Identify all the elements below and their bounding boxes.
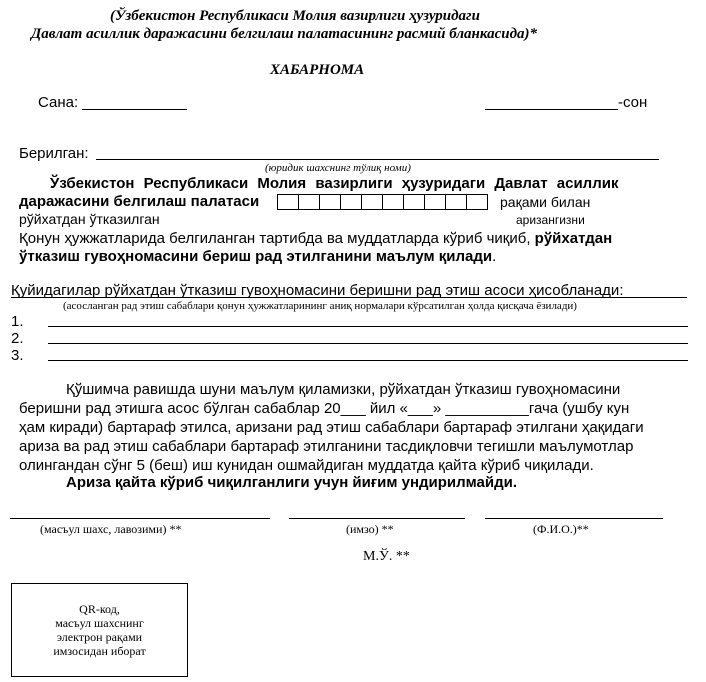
decision-line-2 [19,248,496,265]
qr-line-4: имзосидан иборат [53,644,146,658]
decision-line-1 [19,230,612,247]
additional-line-4: ариза ва рад этиш сабаблари бартараф этилганини тасдиқловчи тегишли маълумотлар [19,438,634,455]
reason-number-3: 3. [11,347,24,364]
number-cell[interactable] [340,194,362,210]
number-cell[interactable] [361,194,383,210]
date-label: Сана: [38,94,79,111]
additional-line-5: олингандан сўнг 5 (беш) иш кунидан ошмайдиган муддатда қайта кўриб чиқилади. [19,457,594,474]
additional-line-3: ҳам киради) бартараф этилса, аризани рад этиш сабаблари бартараф этилгани ҳақидаги [19,419,644,436]
intro-line-2: даражасини белгилаш палатаси [19,193,260,210]
header-line-2: Давлат асиллик даражасини белгилаш палатасининг расмий бланкасида)* [31,26,538,42]
reason-field-1[interactable] [48,326,688,327]
number-cell[interactable] [277,194,299,210]
stamp-label: М.Ў. ** [363,549,410,564]
reasons-hint: (асосланган рад этиш сабаблари қонун ҳужжатларининг аниқ нормалари кўрсатилган ҳолда қисқача ёзилади) [63,300,577,312]
official-label: (масъул шахс, лавозими) ** [40,522,182,536]
issued-label: Берилган: [19,145,89,162]
reasons-heading: Қуйидагилар рўйхатдан ўтказиш гувоҳномасини беришни рад этиш асоси ҳисобланади: [11,282,624,299]
number-cell[interactable] [319,194,341,210]
name-field[interactable] [485,518,663,519]
qr-line-2: масъул шахснинг [55,616,144,630]
number-cell[interactable] [382,194,404,210]
reason-number-2: 2. [11,330,24,347]
registration-number-cells[interactable] [277,194,487,210]
signature-label: (имзо) ** [346,522,394,536]
issued-field[interactable] [96,159,659,160]
qr-line-1: QR-код, [79,602,120,616]
reason-number-1: 1. [11,313,24,330]
decision-bold-2: ўтказиш гувоҳномасини бериш рад этилганини маълум қилади [19,248,493,265]
number-suffix: -сон [618,94,648,111]
page-title: ХАБАРНОМА [270,62,365,78]
issued-hint: (юридик шахснинг тўлиқ номи) [265,162,411,174]
decision-bold-1: рўйхатдан [534,230,613,247]
header-line-1: (Ўзбекистон Республикаси Молия вазирлиги ҳузуридаги [110,8,480,24]
fee-note: Ариза қайта кўриб чиқилганлиги учун йиғим ундирилмайди. [66,474,518,491]
decision-end: . [492,248,497,265]
intro-right-2: аризангизни [516,213,585,227]
number-cell[interactable] [424,194,446,210]
number-cell[interactable] [403,194,425,210]
qr-code-box [11,583,188,677]
additional-line-1: Қўшимча равишда шуни маълум қиламизки, рўйхатдан ўтказиш гувоҳномасини [66,381,621,398]
reason-field-3[interactable] [48,360,688,361]
decision-text: Қонун ҳужжатларида белгиланган тартибда ва муддатларда кўриб чиқиб, [19,230,531,247]
number-field[interactable] [485,109,618,110]
additional-line-2: беришни рад этишга асос бўлган сабаблар 20___ йил «___» __________гача (ушбу кун [19,400,630,417]
signature-field[interactable] [289,518,465,519]
reasons-heading-line [11,297,687,298]
reason-field-2[interactable] [48,343,688,344]
official-field[interactable] [10,518,270,519]
qr-line-3: электрон рақами [56,630,143,644]
date-field[interactable] [82,109,187,110]
number-cell[interactable] [445,194,467,210]
intro-right-1: рақами билан [500,194,591,210]
intro-line-3: рўйхатдан ўтказилган [19,211,160,227]
name-label: (Ф.И.О.)** [533,522,589,536]
number-cell[interactable] [298,194,320,210]
intro-line-1: Ўзбекистон Республикаси Молия вазирлиги ҳузуридаги Давлат асиллик [50,175,619,192]
number-cell[interactable] [466,194,488,210]
